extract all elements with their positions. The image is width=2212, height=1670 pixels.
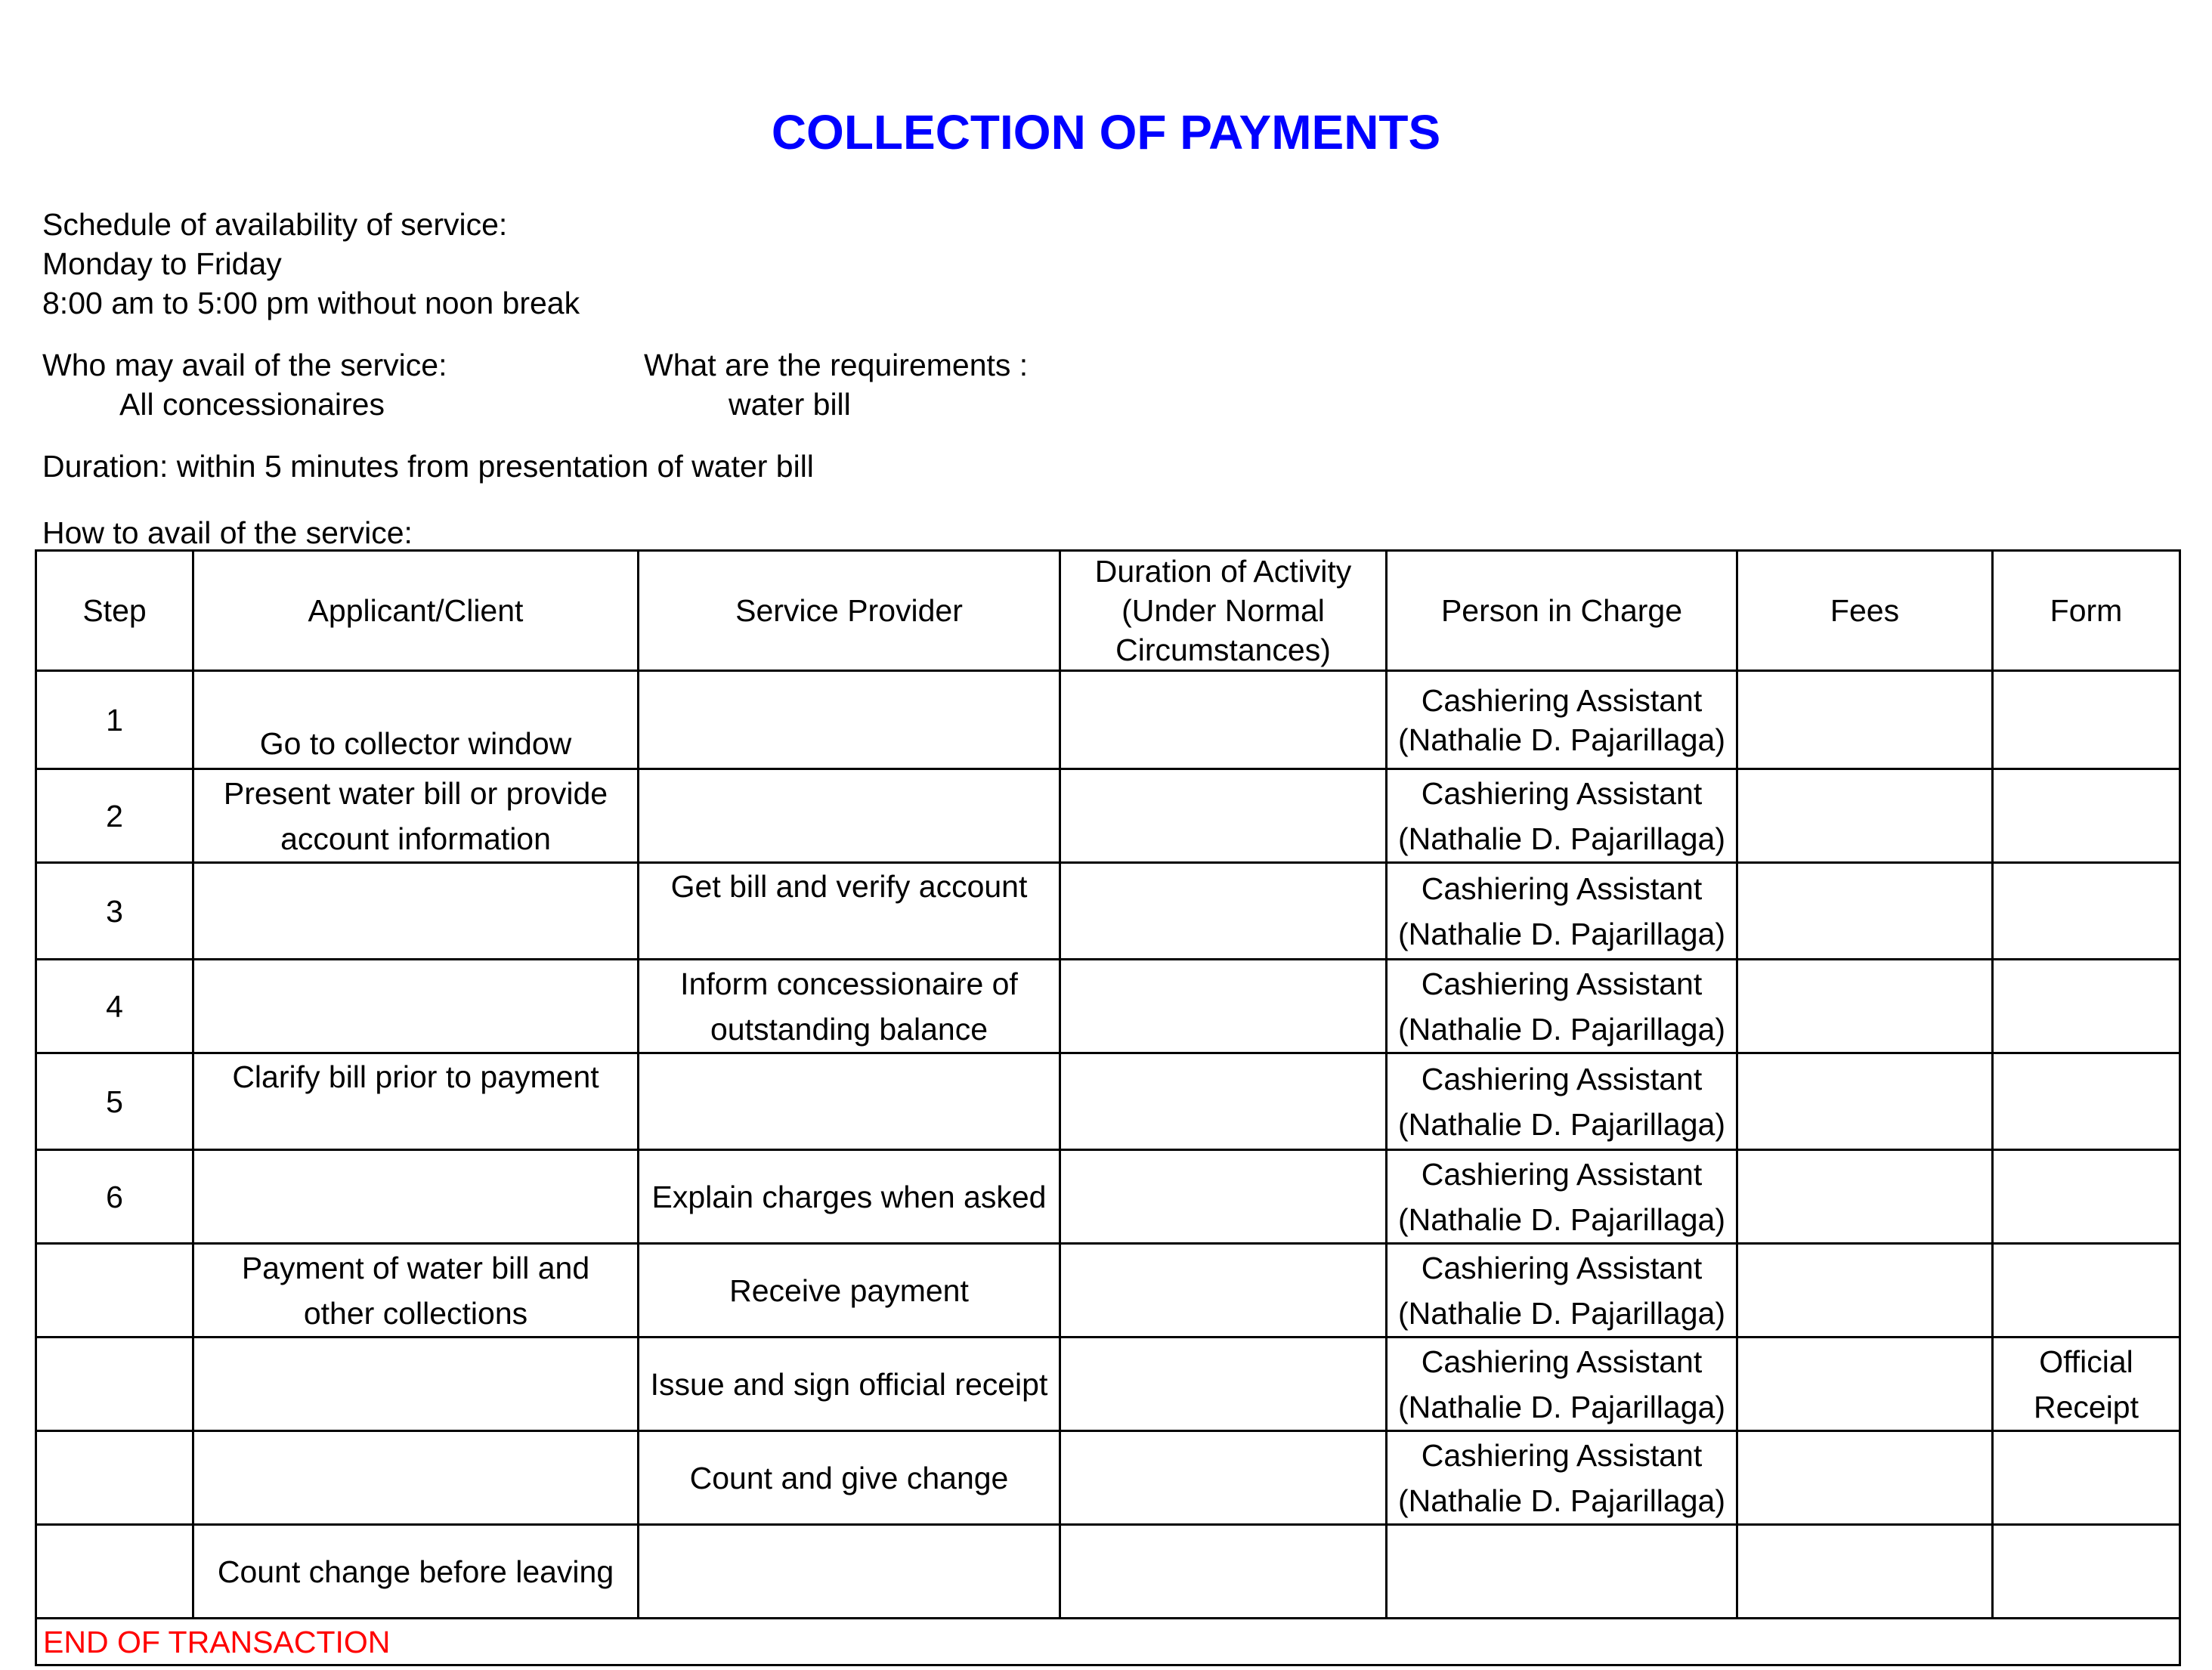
cell-duration (1060, 1053, 1387, 1150)
cell-client (193, 863, 639, 960)
cell-step: 4 (36, 960, 193, 1053)
cell-line: Payment of water bill and (241, 1250, 590, 1285)
end-of-transaction: END OF TRANSACTION (36, 1619, 2180, 1665)
cell-line: (Nathalie D. Pajarillaga) (1398, 916, 1725, 951)
cell-line: Cashiering Assistant (1421, 1061, 1703, 1096)
cell-line: Receipt (2033, 1389, 2139, 1424)
cell-duration (1060, 769, 1387, 863)
table-row (36, 1431, 2180, 1525)
table-row (36, 671, 2180, 769)
header-form: Form (1993, 551, 2180, 671)
cell-provider (639, 1150, 1060, 1244)
cell-line: Receive payment (729, 1273, 969, 1308)
cell-duration (1060, 1244, 1387, 1338)
cell-duration (1060, 960, 1387, 1053)
cell-provider (639, 1053, 1060, 1150)
cell-provider (639, 960, 1060, 1053)
cell-duration (1060, 1338, 1387, 1431)
cell-fees (1737, 671, 1993, 769)
cell-person (1387, 1053, 1737, 1150)
cell-fees (1737, 960, 1993, 1053)
cell-duration (1060, 671, 1387, 769)
requirements-label: What are the requirements : (644, 348, 1029, 382)
cell-form (1993, 1150, 2180, 1244)
cell-line: Explain charges when asked (651, 1179, 1047, 1214)
header-row (36, 551, 2180, 671)
schedule-days: Monday to Friday (42, 246, 282, 281)
cell-form (1993, 863, 2180, 960)
cell-line: (Nathalie D. Pajarillaga) (1398, 821, 1725, 856)
cell-fees (1737, 863, 1993, 960)
end-row (36, 1619, 2180, 1665)
cell-line: Get bill and verify account (670, 869, 1028, 904)
cell-person (1387, 1244, 1737, 1338)
cell-line: (Nathalie D. Pajarillaga) (1398, 1011, 1725, 1047)
cell-step (36, 1338, 193, 1431)
cell-provider (639, 769, 1060, 863)
cell-line: (Nathalie D. Pajarillaga) (1398, 1106, 1725, 1142)
cell-line: (Nathalie D. Pajarillaga) (1398, 722, 1725, 757)
cell-line: Cashiering Assistant (1421, 966, 1703, 1001)
cell-line: (Nathalie D. Pajarillaga) (1398, 1483, 1725, 1518)
cell-provider (639, 1244, 1060, 1338)
schedule-label: Schedule of availability of service: (42, 207, 508, 242)
table-row (36, 960, 2180, 1053)
page-title: COLLECTION OF PAYMENTS (771, 105, 1441, 159)
cell-fees (1737, 769, 1993, 863)
cell-duration (1060, 1150, 1387, 1244)
table-row (36, 1338, 2180, 1431)
header-duration-line: Duration of Activity (1094, 554, 1352, 589)
cell-person (1387, 1338, 1737, 1431)
cell-line: Cashiering Assistant (1421, 1156, 1703, 1192)
header-duration (1060, 551, 1387, 671)
header-provider: Service Provider (639, 551, 1060, 671)
cell-person (1387, 960, 1737, 1053)
header-fees: Fees (1737, 551, 1993, 671)
header-duration-line: (Under Normal (1121, 593, 1325, 628)
header-step: Step (36, 551, 193, 671)
table-row (36, 863, 2180, 960)
who-label: Who may avail of the service: (42, 348, 447, 382)
cell-person (1387, 1431, 1737, 1525)
cell-person (1387, 769, 1737, 863)
cell-fees (1737, 1338, 1993, 1431)
cell-line: (Nathalie D. Pajarillaga) (1398, 1389, 1725, 1424)
cell-form (1993, 1338, 2180, 1431)
table-row (36, 1525, 2180, 1619)
cell-line: Cashiering Assistant (1421, 1344, 1703, 1379)
cell-client (193, 1525, 639, 1619)
cell-line: Inform concessionaire of (680, 966, 1018, 1001)
cell-fees (1737, 1150, 1993, 1244)
table-row (36, 1244, 2180, 1338)
cell-form (1993, 671, 2180, 769)
header-person: Person in Charge (1387, 551, 1737, 671)
cell-line: other collections (303, 1295, 528, 1331)
cell-line: Clarify bill prior to payment (232, 1059, 599, 1094)
cell-duration (1060, 1431, 1387, 1525)
cell-duration (1060, 1525, 1387, 1619)
cell-provider (639, 671, 1060, 769)
cell-fees (1737, 1431, 1993, 1525)
cell-step: 2 (36, 769, 193, 863)
cell-line: Present water bill or provide (223, 775, 608, 811)
cell-line: Go to collector window (259, 726, 572, 761)
cell-form (1993, 960, 2180, 1053)
cell-person (1387, 1150, 1737, 1244)
cell-fees (1737, 1525, 1993, 1619)
cell-client (193, 1244, 639, 1338)
cell-step (36, 1525, 193, 1619)
cell-form (1993, 1525, 2180, 1619)
cell-provider (639, 1525, 1060, 1619)
process-table (35, 549, 2181, 1666)
cell-form (1993, 1053, 2180, 1150)
cell-fees (1737, 1244, 1993, 1338)
header-duration-line: Circumstances) (1115, 632, 1331, 667)
cell-step: 3 (36, 863, 193, 960)
cell-line: Cashiering Assistant (1421, 775, 1703, 811)
cell-line: Cashiering Assistant (1421, 871, 1703, 906)
requirements-value: water bill (729, 387, 851, 422)
cell-line: Cashiering Assistant (1421, 1437, 1703, 1473)
cell-step: 6 (36, 1150, 193, 1244)
cell-provider (639, 1431, 1060, 1525)
cell-provider (639, 863, 1060, 960)
cell-client (193, 769, 639, 863)
duration-text: Duration: within 5 minutes from presentation of water bill (42, 449, 814, 484)
table-row (36, 1150, 2180, 1244)
how-label: How to avail of the service: (42, 515, 413, 550)
cell-person (1387, 671, 1737, 769)
cell-line: (Nathalie D. Pajarillaga) (1398, 1201, 1725, 1237)
cell-line: outstanding balance (710, 1011, 988, 1047)
table-row (36, 769, 2180, 863)
cell-form (1993, 769, 2180, 863)
cell-client (193, 1053, 639, 1150)
cell-step (36, 1244, 193, 1338)
cell-person (1387, 1525, 1737, 1619)
cell-fees (1737, 1053, 1993, 1150)
cell-person (1387, 863, 1737, 960)
cell-step: 5 (36, 1053, 193, 1150)
schedule-hours: 8:00 am to 5:00 pm without noon break (42, 286, 580, 320)
cell-step (36, 1431, 193, 1525)
who-value: All concessionaires (119, 387, 385, 422)
cell-client (193, 1431, 639, 1525)
cell-client (193, 1150, 639, 1244)
cell-line: Issue and sign official receipt (650, 1366, 1048, 1402)
table-row (36, 1053, 2180, 1150)
cell-line: account information (280, 821, 551, 856)
cell-client (193, 671, 639, 769)
cell-line: (Nathalie D. Pajarillaga) (1398, 1295, 1725, 1331)
header-client: Applicant/Client (193, 551, 639, 671)
cell-line: Official (2039, 1344, 2133, 1379)
cell-line: Cashiering Assistant (1421, 1250, 1703, 1285)
cell-form (1993, 1431, 2180, 1525)
cell-line: Count and give change (689, 1460, 1009, 1495)
cell-line: Cashiering Assistant (1421, 682, 1703, 718)
cell-form (1993, 1244, 2180, 1338)
cell-line: Count change before leaving (217, 1554, 614, 1589)
cell-provider (639, 1338, 1060, 1431)
cell-duration (1060, 863, 1387, 960)
cell-client (193, 960, 639, 1053)
cell-step: 1 (36, 671, 193, 769)
cell-client (193, 1338, 639, 1431)
